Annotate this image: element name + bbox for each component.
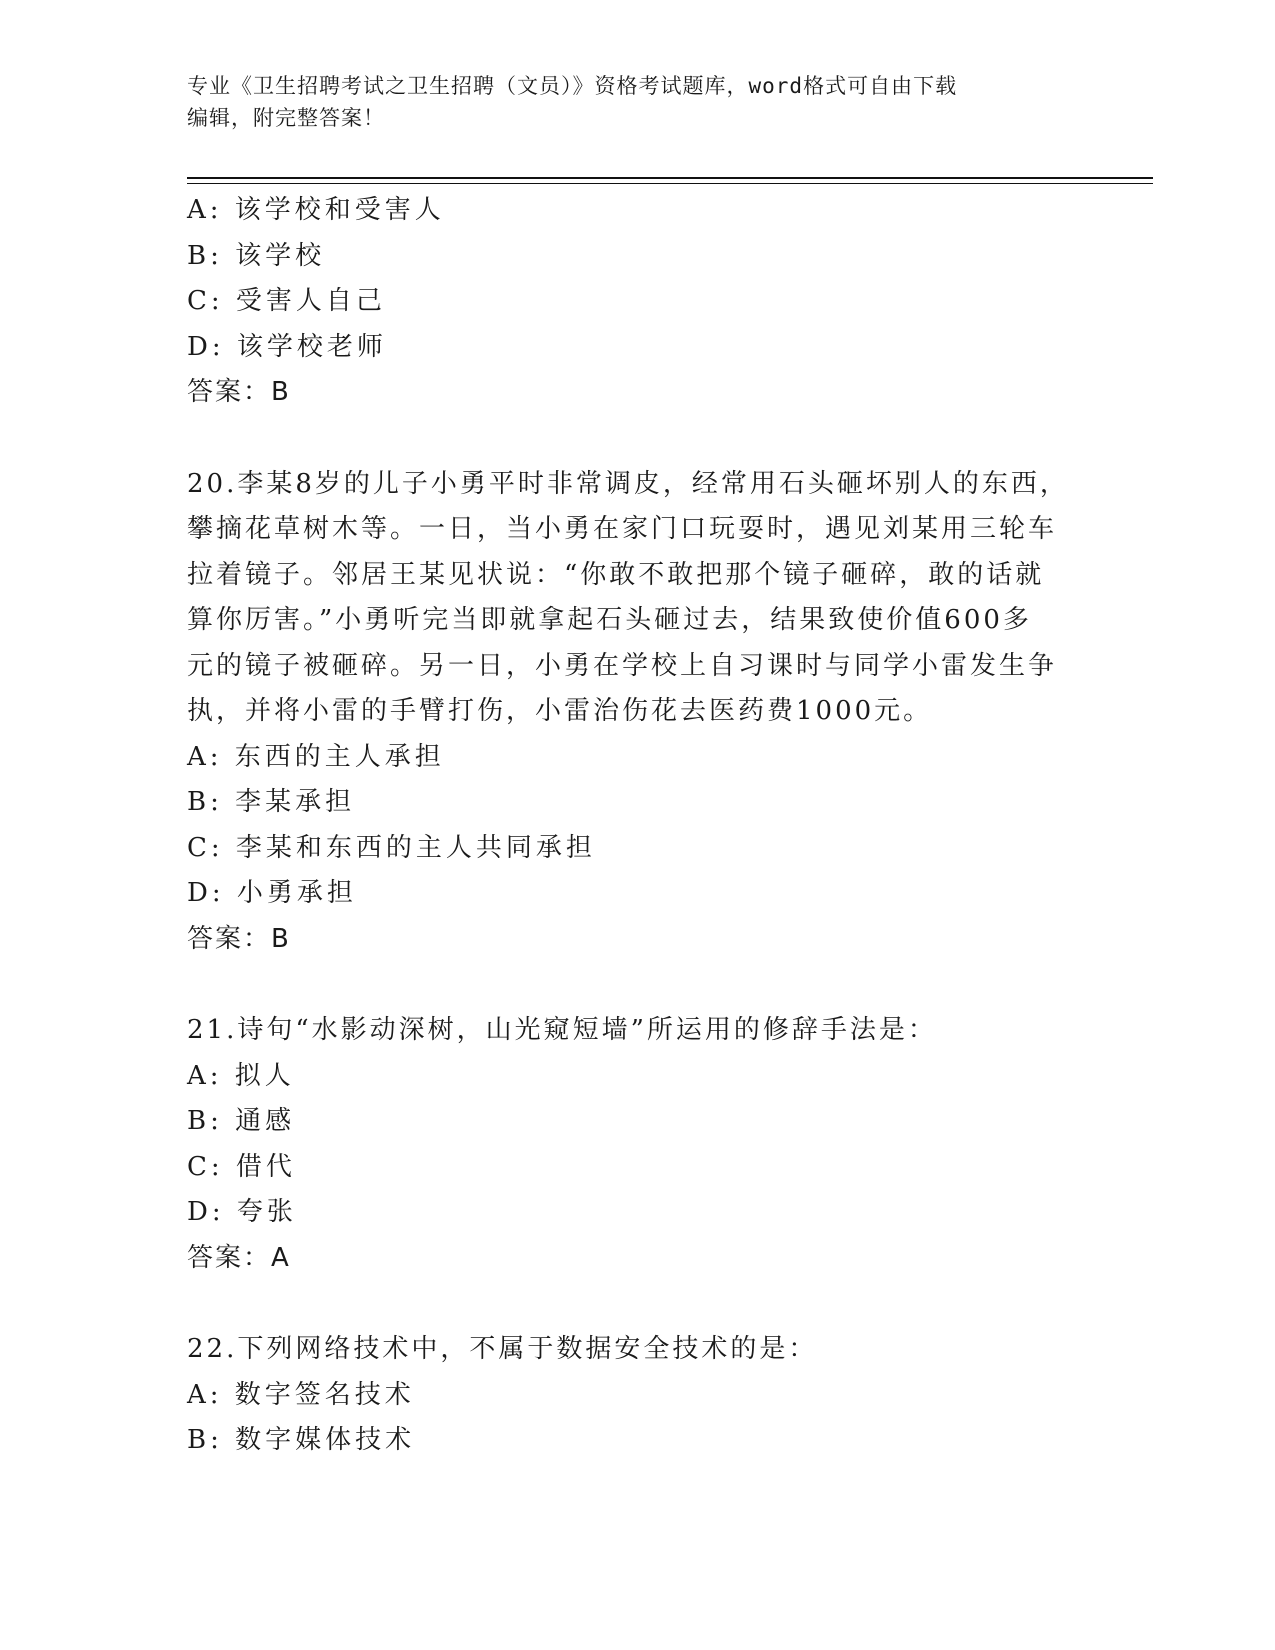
option-list <box>187 1054 1067 1236</box>
answer: 答案：A <box>187 1242 291 1273</box>
stem-line: 20.李某8岁的儿子小勇平时非常调皮，经常用石头砸坏别人的东西， <box>187 468 1069 499</box>
header-line-1: 专业《卫生招聘考试之卫生招聘（文员）》资格考试题库，word格式可自由下载 <box>187 74 958 98</box>
option-a: A: 东西的主人承担 <box>187 741 445 772</box>
option-a: A: 拟人 <box>187 1060 295 1091</box>
question-20 <box>187 462 1067 963</box>
stem-line: 攀摘花草树木等。一日，当小勇在家门口玩耍时，遇见刘某用三轮车 <box>187 514 1058 544</box>
option-list <box>187 188 1067 370</box>
header-rule-thick <box>187 177 1153 179</box>
stem-line: 算你厉害。”小勇听完当即就拿起石头砸过去，结果致使价值600多 <box>187 605 1032 635</box>
answer: 答案：B <box>187 923 291 954</box>
spacer <box>187 962 1067 1008</box>
stem-line: 拉着镜子。邻居王某见状说：“你敢不敢把那个镜子砸碎，敢的话就 <box>187 559 1045 590</box>
page-header <box>187 70 1087 134</box>
header-line-2: 编辑，附完整答案！ <box>187 106 385 130</box>
question-22 <box>187 1327 1067 1464</box>
option-a: A: 该学校和受害人 <box>187 195 445 225</box>
option-c: C: 受害人自己 <box>187 286 386 316</box>
question-stem <box>187 1327 1067 1373</box>
stem-line: 元的镜子被砸碎。另一日，小勇在学校上自习课时与同学小雷发生争 <box>187 650 1058 681</box>
option-list <box>187 1373 1067 1464</box>
answer: 答案：B <box>187 377 291 407</box>
option-b: B: 通感 <box>187 1106 296 1136</box>
option-d: D: 小勇承担 <box>187 878 357 908</box>
question-stem <box>187 462 1067 735</box>
option-c: C: 李某和东西的主人共同承担 <box>187 832 596 863</box>
option-a: A: 数字签名技术 <box>187 1379 415 1410</box>
option-b: B: 数字媒体技术 <box>187 1425 416 1455</box>
spacer <box>187 416 1067 462</box>
option-b: B: 李某承担 <box>187 787 356 817</box>
stem-line: 22.下列网络技术中，不属于数据安全技术的是： <box>187 1334 818 1364</box>
spacer <box>187 1281 1067 1327</box>
stem-line: 21.诗句“水影动深树，山光窥短墙”所运用的修辞手法是： <box>187 1015 937 1045</box>
question-19 <box>187 188 1067 416</box>
question-stem <box>187 1008 1067 1054</box>
option-c: C: 借代 <box>187 1151 296 1182</box>
option-d: D: 该学校老师 <box>187 331 387 362</box>
stem-line: 执，并将小雷的手臂打伤，小雷治伤花去医药费1000元。 <box>187 696 933 726</box>
option-list <box>187 735 1067 917</box>
question-list <box>187 188 1067 1464</box>
option-d: D: 夸张 <box>187 1197 297 1227</box>
question-21 <box>187 1008 1067 1281</box>
header-rule-thin <box>187 183 1153 184</box>
option-b: B: 该学校 <box>187 240 326 271</box>
